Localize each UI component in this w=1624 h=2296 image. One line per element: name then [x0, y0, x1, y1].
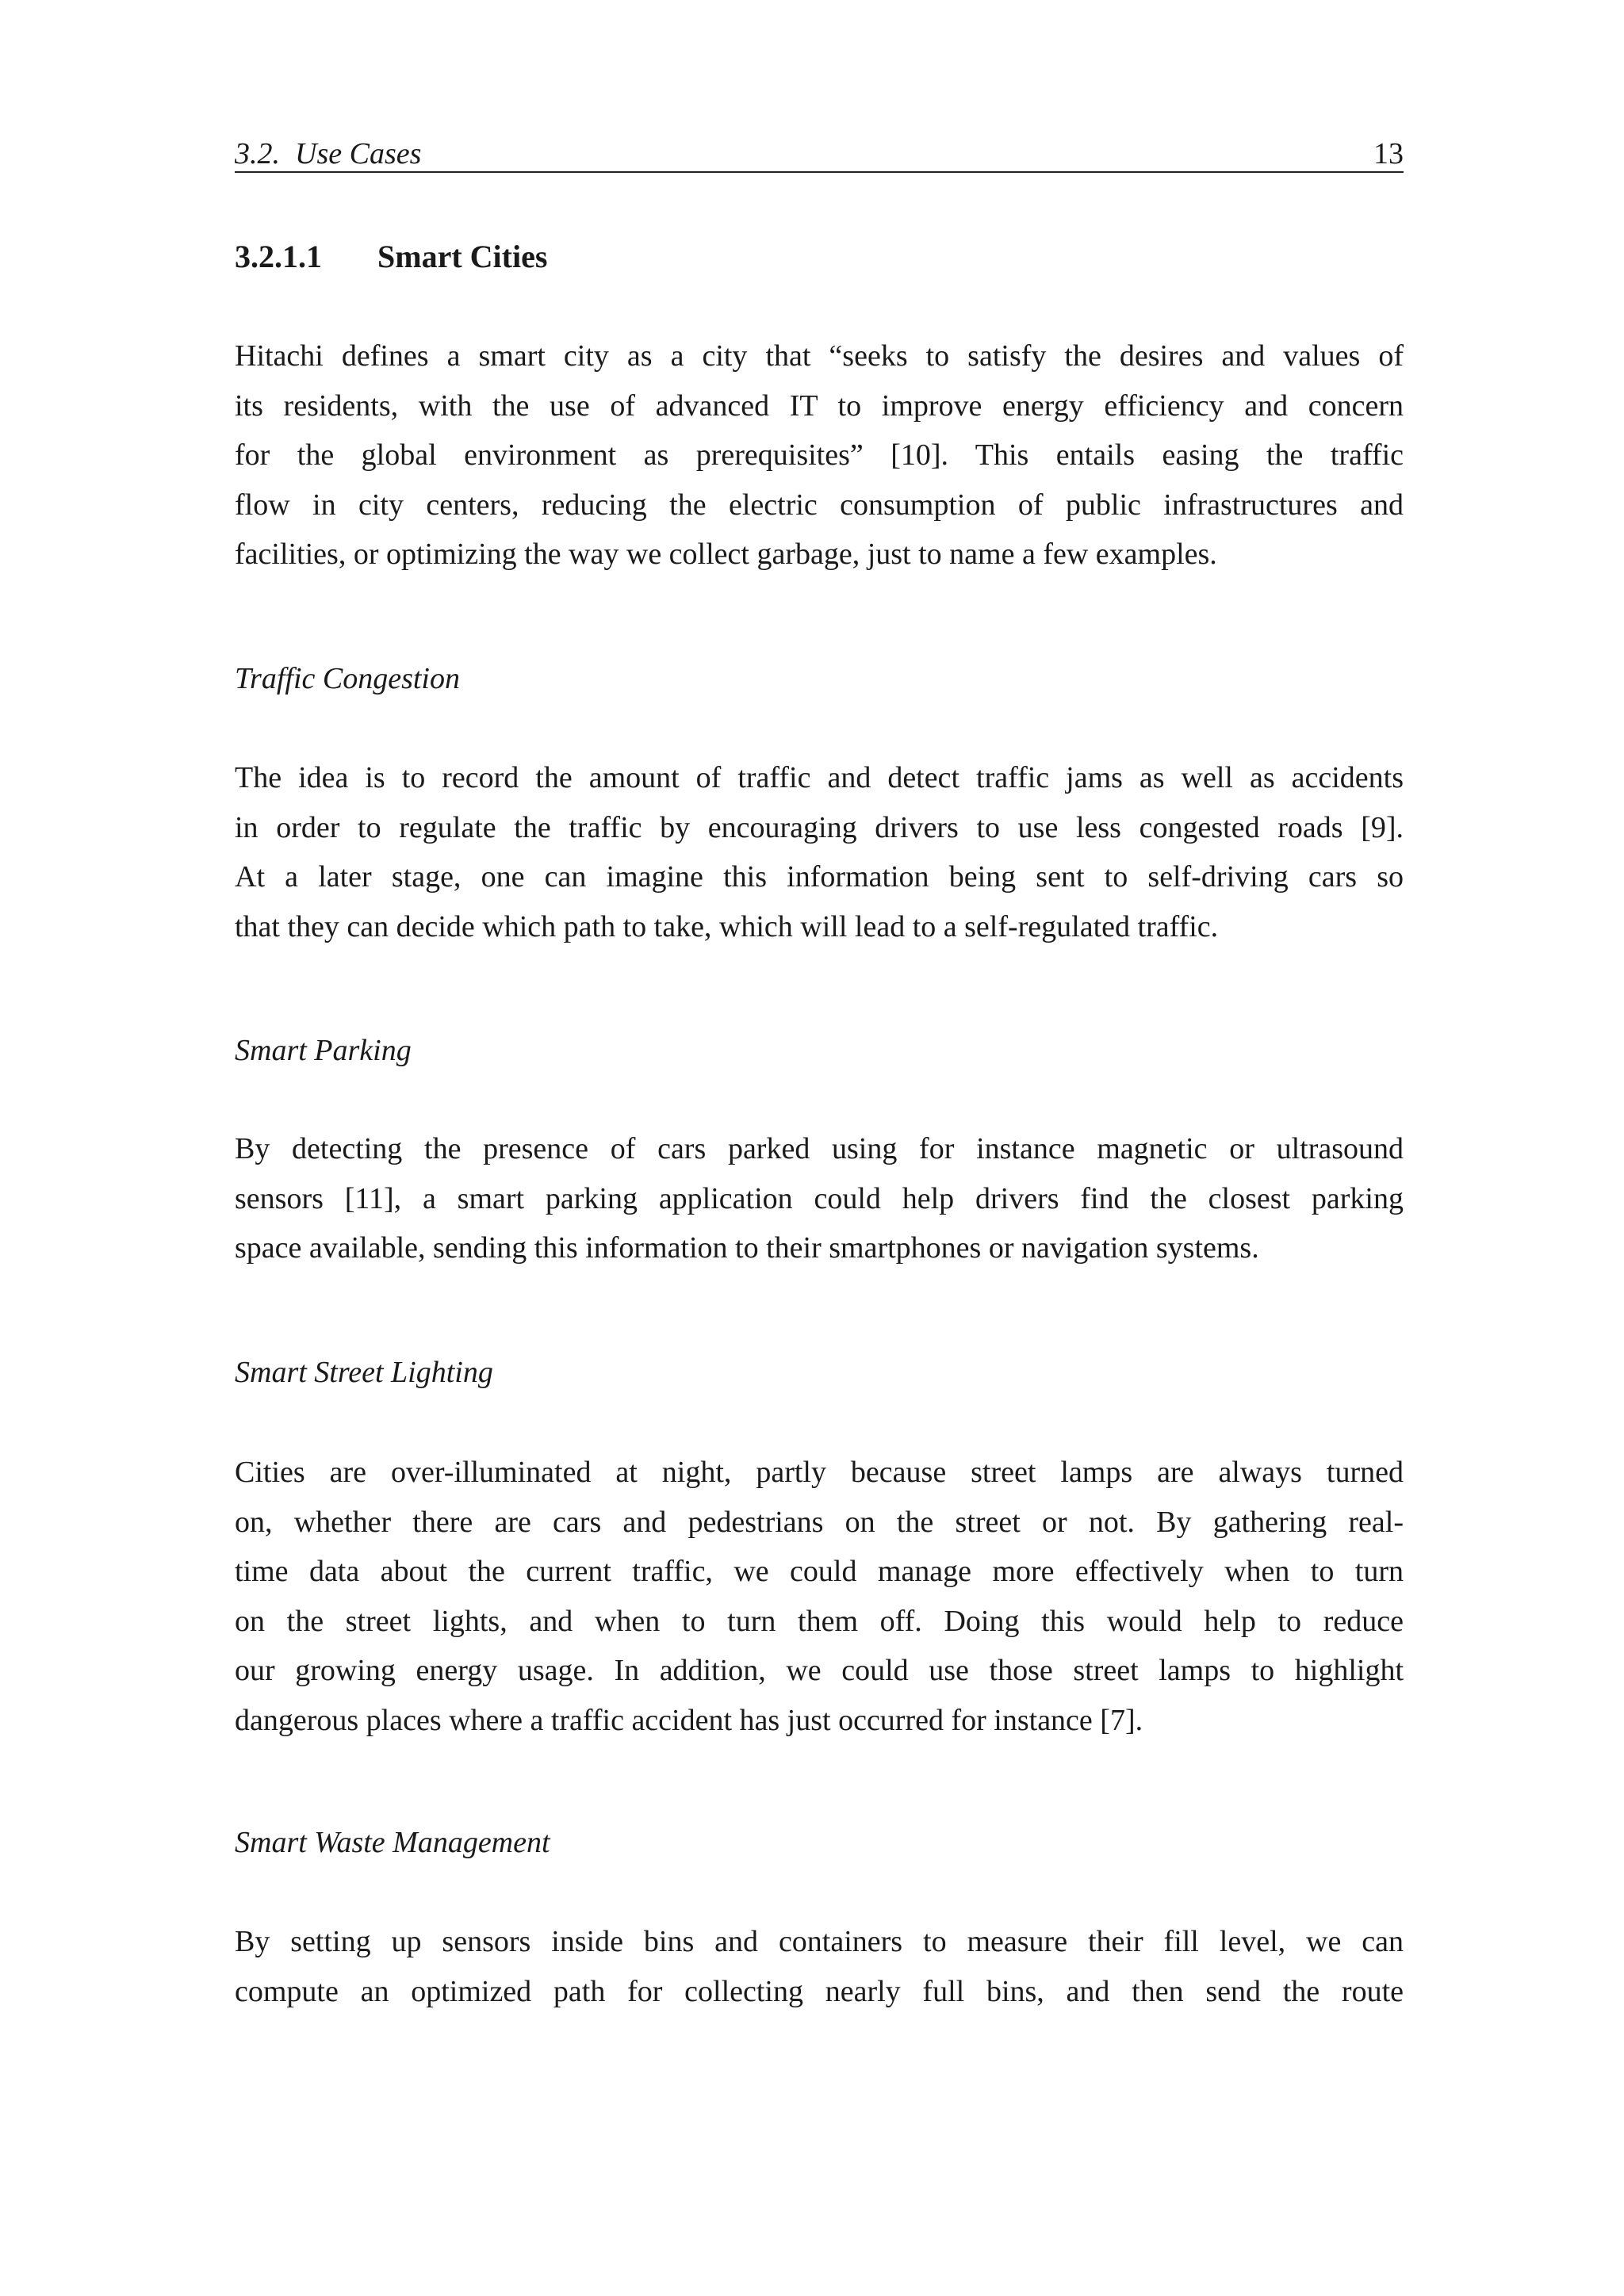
text-line-content: dangerous places where a traffic accident has just occurred for instance [7].	[235, 1703, 1143, 1737]
text-line-content: space available, sending this information to their smartphones or navigation systems.	[235, 1231, 1259, 1265]
paragraph-heading-smart-parking: Smart Parking	[235, 1034, 412, 1067]
paragraph-heading-smart-waste-management: Smart Waste Management	[235, 1826, 550, 1859]
text-line-content: By setting up sensors inside bins and containers to measure their fill level, we can	[235, 1925, 1404, 1958]
text-line-content: our growing energy usage. In addition, we could use those street lamps to highlight	[235, 1654, 1404, 1688]
text-line-content: on the street lights, and when to turn them off. Doing this would help to reduce	[235, 1604, 1404, 1638]
smart-waste-management-paragraph	[235, 1917, 1404, 2016]
smart-street-lighting-paragraph	[235, 1448, 1404, 1746]
text-line	[235, 480, 1404, 530]
text-line	[235, 1124, 1404, 1174]
text-line	[235, 1917, 1404, 1967]
text-line	[235, 1967, 1404, 2017]
text-line	[235, 331, 1404, 381]
text-line-content: flow in city centers, reducing the electric consumption of public infrastructures and	[235, 488, 1404, 522]
text-line	[235, 1696, 1404, 1746]
text-line-content: for the global environment as prerequisites” [10]. This entails easing the traffic	[235, 438, 1404, 473]
text-line	[235, 430, 1404, 480]
paragraph-heading-smart-street-lighting: Smart Street Lighting	[235, 1356, 493, 1389]
page	[235, 0, 1404, 2296]
text-line	[235, 803, 1404, 853]
text-line-content: Hitachi defines a smart city as a city that “seeks to satisfy the desires and values of	[235, 339, 1404, 373]
text-line	[235, 1646, 1404, 1696]
traffic-congestion-paragraph	[235, 753, 1404, 951]
text-line	[235, 1597, 1404, 1647]
subsubsection-heading	[235, 236, 547, 277]
text-line-content: The idea is to record the amount of traffic and detect traffic jams as well as accidents	[235, 761, 1404, 794]
text-line-content: Cities are over-illuminated at night, partly because street lamps are always turned	[235, 1456, 1404, 1489]
page-number: 13	[1373, 137, 1404, 170]
text-line	[235, 753, 1404, 803]
text-line-content: on, whether there are cars and pedestrians on the street or not. By gathering real-	[235, 1505, 1404, 1539]
paragraph-heading-traffic-congestion: Traffic Congestion	[235, 662, 460, 695]
text-line	[235, 1223, 1404, 1273]
text-line	[235, 530, 1404, 580]
text-line-content: facilities, or optimizing the way we collect garbage, just to name a few examples.	[235, 538, 1217, 572]
text-line-content: By detecting the presence of cars parked using for instance magnetic or ultrasound	[235, 1132, 1404, 1165]
text-line-content: in order to regulate the traffic by encouraging drivers to use less congested roads [9].	[235, 810, 1404, 844]
smart-parking-paragraph	[235, 1124, 1404, 1273]
text-line-content: time data about the current traffic, we could manage more effectively when to turn	[235, 1555, 1404, 1589]
text-line	[235, 1498, 1404, 1548]
text-line-content: sensors [11], a smart parking application could help drivers find the closest parking	[235, 1181, 1404, 1215]
subsubsection-number: 3.2.1.1	[235, 239, 322, 274]
text-line-content: compute an optimized path for collecting nearly full bins, and then send the route	[235, 1974, 1404, 2008]
text-line-content: that they can decide which path to take, which will lead to a self-regulated traffic.	[235, 909, 1219, 943]
text-line	[235, 1448, 1404, 1498]
text-line	[235, 1174, 1404, 1224]
text-line	[235, 381, 1404, 431]
running-head	[235, 133, 1404, 173]
text-line-content: At a later stage, one can imagine this information being sent to self-driving cars so	[235, 860, 1404, 894]
text-line	[235, 852, 1404, 902]
intro-paragraph	[235, 331, 1404, 580]
text-line-content: its residents, with the use of advanced IT to improve energy efficiency and concern	[235, 388, 1404, 423]
text-line	[235, 902, 1404, 952]
text-line	[235, 1547, 1404, 1597]
subsubsection-title: Smart Cities	[377, 239, 548, 274]
running-head-section: 3.2. Use Cases	[235, 137, 422, 170]
